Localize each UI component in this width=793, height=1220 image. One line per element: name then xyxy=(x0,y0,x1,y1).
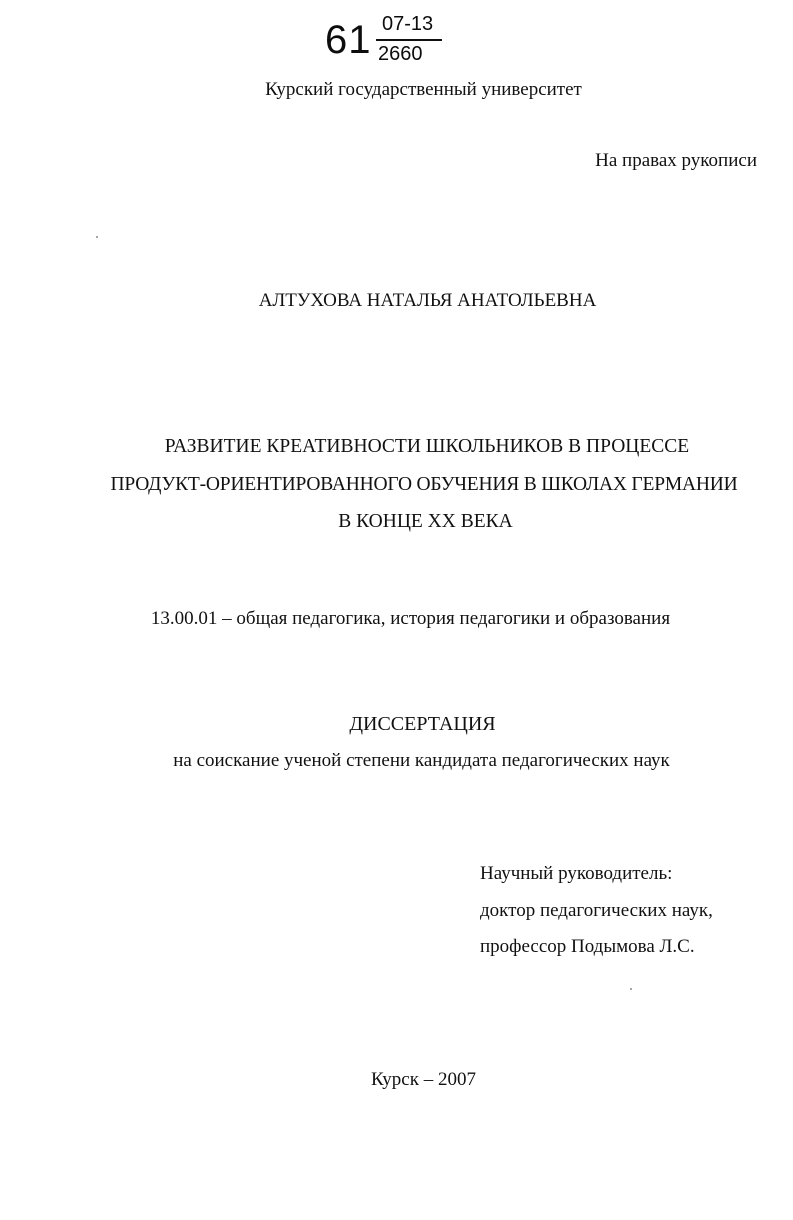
stamp-denominator: 2660 xyxy=(378,43,423,65)
stamp-numerator: 07-13 xyxy=(382,13,434,35)
document-type-heading: ДИССЕРТАЦИЯ xyxy=(349,713,496,735)
title-line-2: ПРОДУКТ-ОРИЕНТИРОВАННОГО ОБУЧЕНИЯ В ШКОЛАХ ГЕРМАНИИ xyxy=(110,473,738,495)
supervisor-block xyxy=(480,856,713,966)
specialty-code: 13.00.01 – общая педагогика, история педагогики и образования xyxy=(150,608,671,629)
university-name: Курский государственный университет xyxy=(265,79,582,100)
catalogue-stamp xyxy=(322,12,452,72)
city-and-year: Курск – 2007 xyxy=(371,1069,476,1090)
author-name: АЛТУХОВА НАТАЛЬЯ АНАТОЛЬЕВНА xyxy=(258,290,597,311)
dissertation-title xyxy=(0,428,793,541)
rights-note: На правах рукописи xyxy=(595,150,757,171)
stamp-main-number: 61 xyxy=(325,18,372,62)
scan-speck xyxy=(96,236,98,238)
supervisor-name: профессор Подымова Л.С. xyxy=(480,936,695,957)
stamp-fraction-line xyxy=(376,39,442,41)
supervisor-degree: доктор педагогических наук, xyxy=(480,899,713,921)
scan-speck xyxy=(630,988,632,990)
title-line-1: РАЗВИТИЕ КРЕАТИВНОСТИ ШКОЛЬНИКОВ В ПРОЦЕССЕ xyxy=(164,436,690,457)
degree-subtitle: на соискание ученой степени кандидата педагогических наук xyxy=(173,750,670,771)
supervisor-label: Научный руководитель: xyxy=(480,863,673,884)
title-line-3: В КОНЦЕ XX ВЕКА xyxy=(338,511,513,532)
